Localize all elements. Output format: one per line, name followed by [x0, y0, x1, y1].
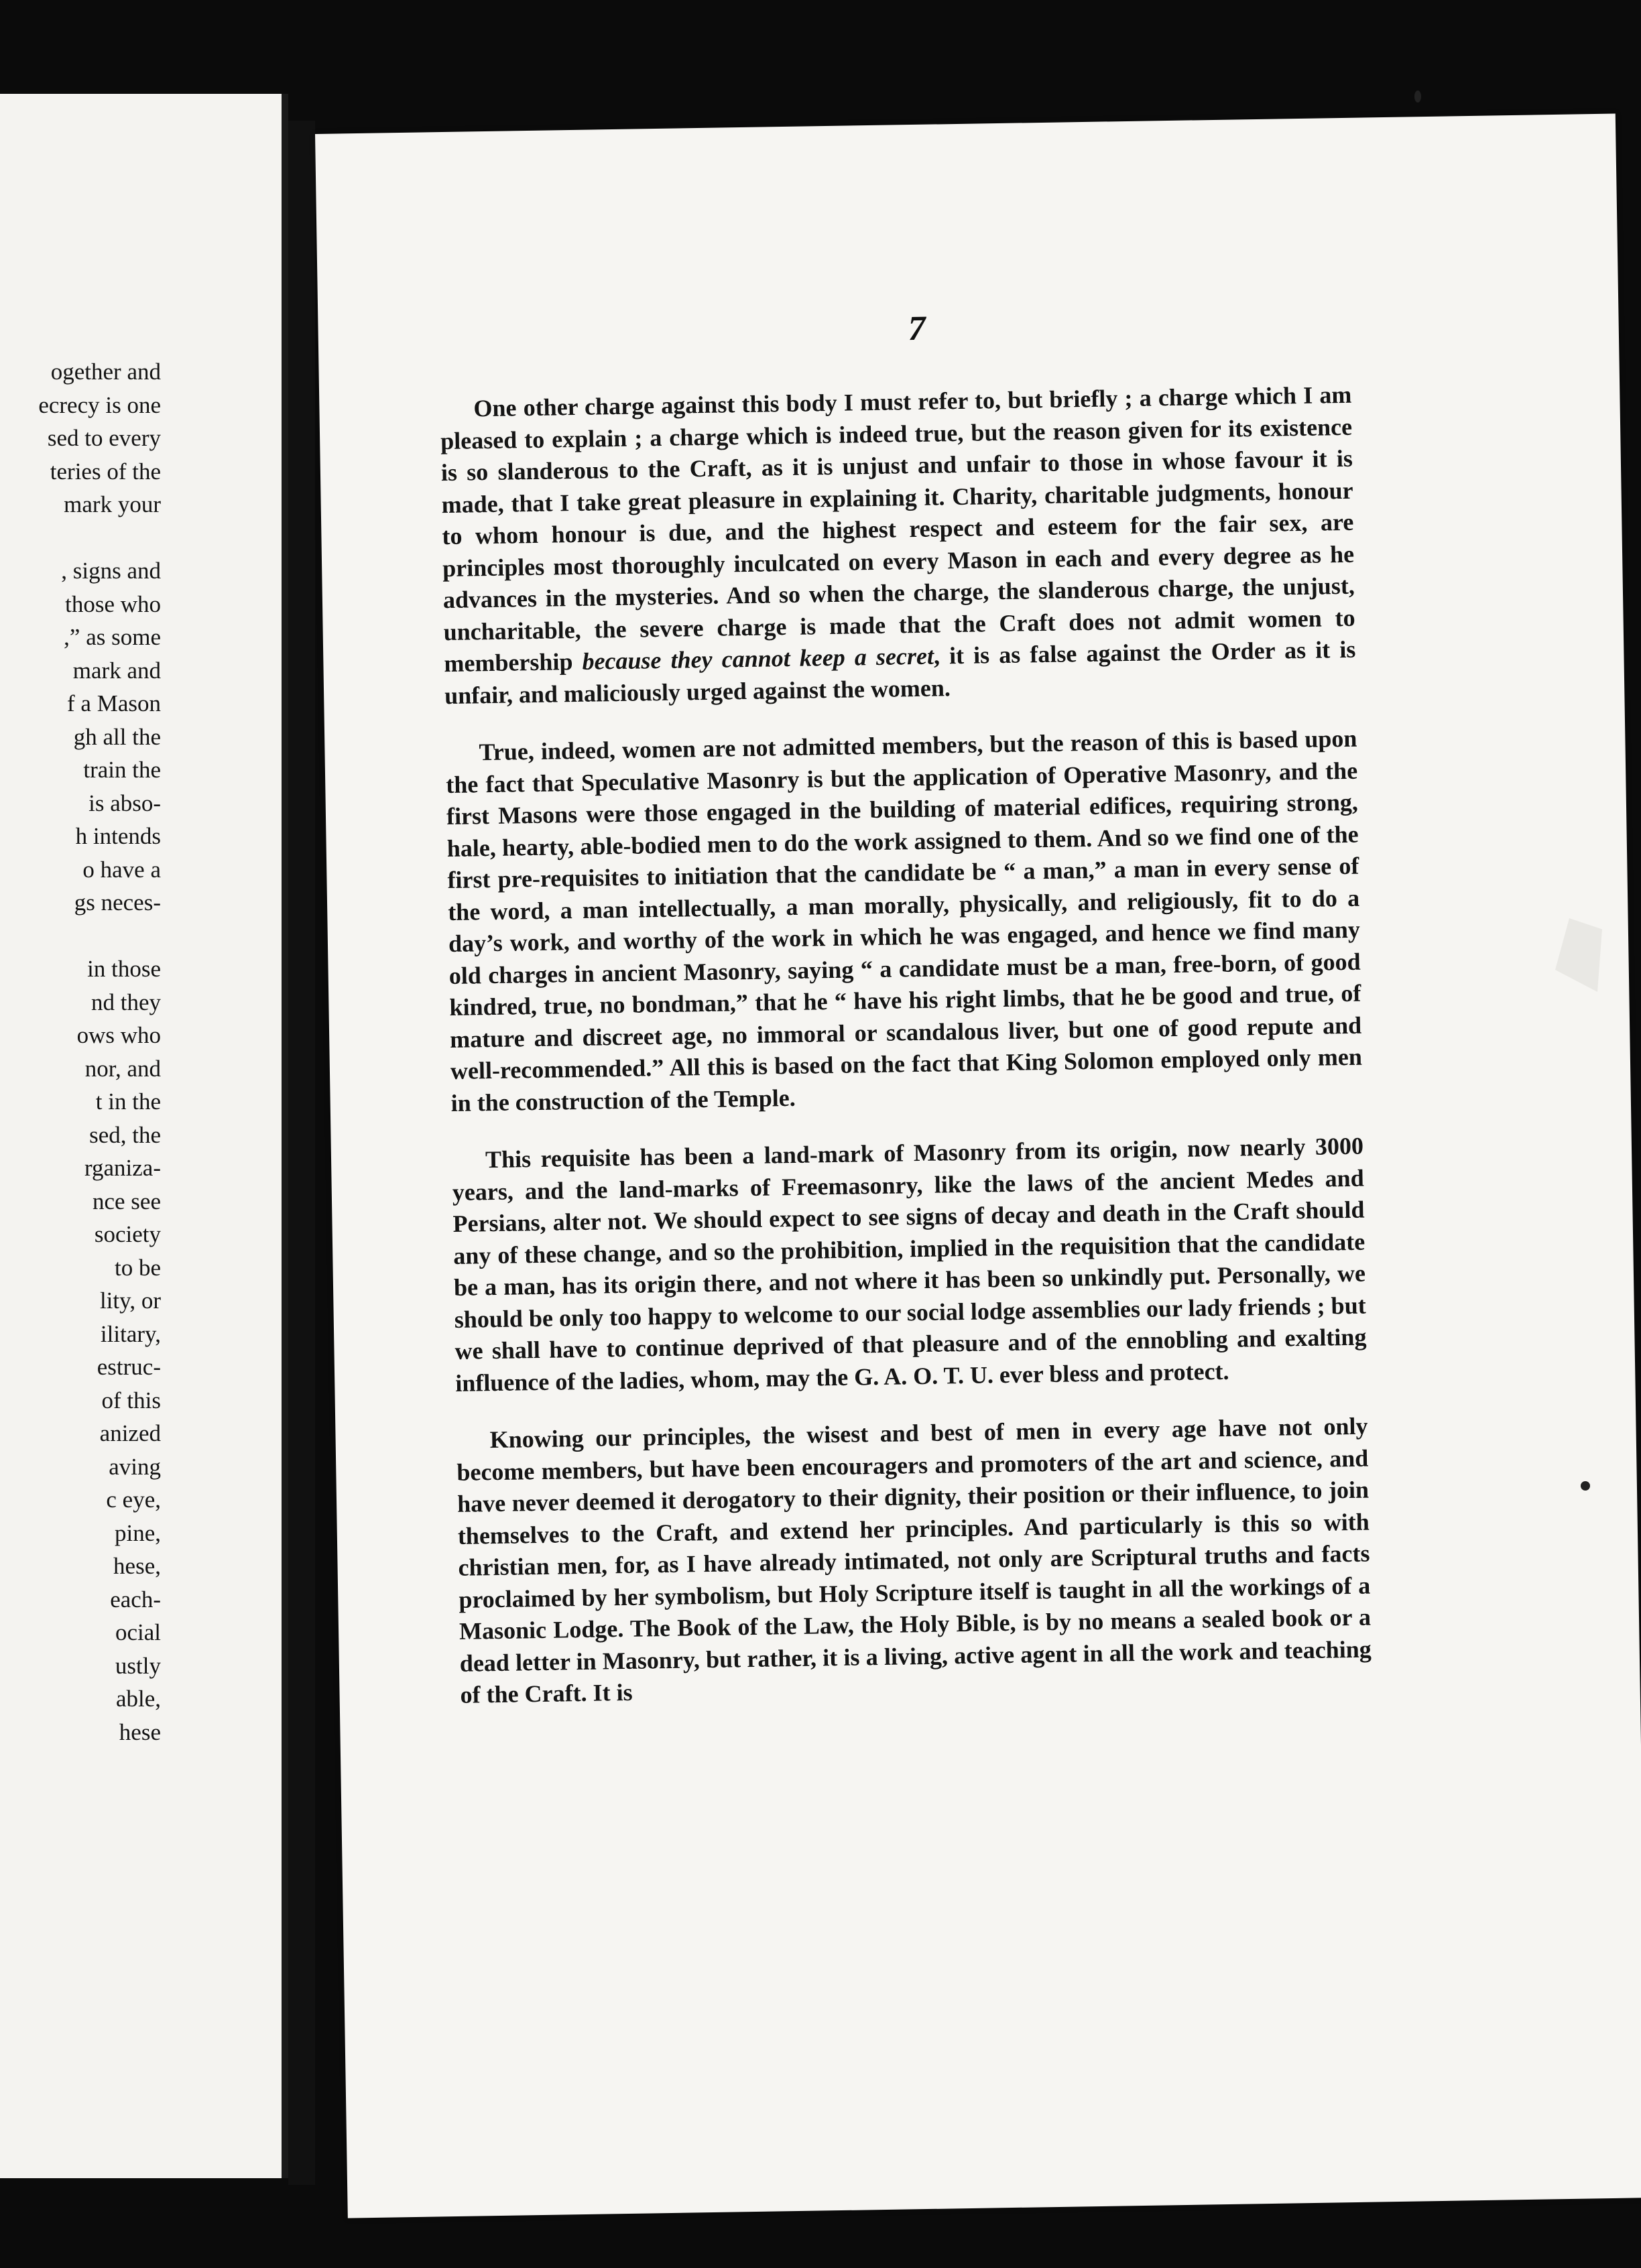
left-page-line: sed to every: [47, 425, 161, 451]
paragraph-1-text-end: , it is as false against the Order as it is unfair, and maliciously urged against the women.: [444, 635, 1356, 709]
right-page: [315, 114, 1641, 2218]
left-page-line: nd they: [90, 989, 161, 1015]
left-page-line: ecrecy is one: [38, 391, 161, 418]
left-page-line: [0, 920, 161, 953]
page-body: [440, 379, 1372, 1737]
left-page-line: of this: [101, 1387, 161, 1413]
left-page-line: mark and: [72, 657, 161, 684]
left-page-line: lity, or: [99, 1287, 161, 1314]
left-page-line: f a Mason: [67, 690, 161, 716]
page-number: 7: [908, 309, 926, 349]
left-page-line: nor, and: [84, 1055, 161, 1082]
book-gutter: [288, 121, 315, 2185]
left-page-line: ogether and: [50, 359, 161, 385]
left-page-line: c eye,: [106, 1487, 161, 1513]
left-page-line: t in the: [95, 1088, 161, 1115]
left-page-line: each-: [110, 1586, 161, 1613]
left-page-line: able,: [115, 1686, 161, 1712]
left-page-line: is abso-: [88, 790, 161, 816]
left-page-line: , signs and: [61, 558, 161, 584]
paragraph-1-italic: because they cannot keep a secret: [582, 642, 934, 675]
left-page: [0, 94, 288, 2178]
left-page-line: teries of the: [50, 458, 161, 485]
left-page-line: sed, the: [89, 1121, 161, 1148]
left-page-line: ilitary,: [100, 1320, 161, 1347]
left-page-line: pine,: [114, 1519, 161, 1546]
paragraph-2: True, indeed, women are not admitted members, but the reason of this is based upon the fact that Speculative Masonry is but the application of Operative Masonry, and the first Masons were those engaged in the building of material edifices, requiring strong, hale, hearty, able-bodied men to do the work assigned to them. And so we find one of the first pre-requisites to initiation that the candidate be “ a man,” a man in every sense of the word, a man intellectually, a man morally, physically, and religiously, fit to do a day’s work, and worthy of the work in which he was engaged, and hence we find many old charges in ancient Masonry, saying “ a candidate must be a man, free-born, of good kindred, true, no bondman,” that he “ have his right limbs, that he be good and true, of mature and discreet age, no immoral or scandalous liver, but one of good repute and well-recommended.” All this is based on the fact that King Solomon employed only men in the construction of the Temple.: [445, 724, 1363, 1117]
left-page-line: ocial: [115, 1619, 161, 1645]
left-page-text: [0, 355, 161, 1749]
left-page-line: gs neces-: [74, 889, 161, 916]
ink-speck: [1414, 90, 1421, 103]
paragraph-1-text: One other charge against this body I must refer to, but briefly ; a charge which I am pleased to explain ; a charge which is indeed true, but the reason given for its existence is so slanderous to the Craft, as it is unjust and unfair to those in whose favour it is made, that I take great pleasure in explaining it. Charity, charitable judgments, honour to whom honour is due, and the highest respect and esteem for the fair sex, are principles most thoroughly inculcated on every Mason in each and every degree as he advances in the mysteries. And so when the charge, the slanderous charge, the unjust, uncharitable, the severe charge is made that the Craft does not admit women to membership: [440, 381, 1355, 678]
left-page-line: h intends: [75, 823, 161, 849]
left-page-line: in those: [87, 956, 161, 982]
left-page-line: train the: [83, 757, 161, 783]
left-page-line: anized: [99, 1420, 161, 1446]
left-page-line: ows who: [76, 1022, 161, 1048]
left-page-line: those who: [65, 590, 161, 617]
left-page-line: o have a: [82, 856, 161, 883]
paragraph-1: [440, 379, 1356, 712]
left-page-line: mark your: [64, 491, 161, 517]
left-page-line: aving: [109, 1453, 161, 1480]
paragraph-4: Knowing our principles, the wisest and best of men in every age have not only become members, but have been encouragers and promoters of the art and science, and have never deemed it derogatory to their dignity, their position or their influence, to join themselves to the Craft, and extend her principles. And particularly is this so with christian men, for, as I have already intimated, not only are Scriptural truths and facts proclaimed by her symbolism, but Holy Scripture itself is taught in all the workings of a Masonic Lodge. The Book of the Law, the Holy Bible, is by no means a sealed book or a dead letter in Masonry, but rather, it is a living, active agent in all the work and teaching of the Craft. It is: [457, 1412, 1372, 1708]
left-page-line: ,” as some: [64, 624, 161, 650]
left-page-line: nce see: [92, 1188, 161, 1214]
left-page-line: gh all the: [73, 723, 161, 750]
left-page-line: hese: [119, 1718, 161, 1745]
ink-speck: [1581, 1481, 1590, 1491]
left-page-line: estruc-: [97, 1354, 161, 1380]
left-page-line: to be: [114, 1254, 161, 1281]
left-page-line: [0, 521, 161, 555]
left-page-line: society: [94, 1221, 161, 1247]
paragraph-3: This requisite has been a land-mark of Masonry from its origin, now nearly 3000 years, and the land-marks of Freemasonry, like the laws of the ancient Medes and Persians, alter not. We should expect to see signs of decay and death in the Craft should any of these change, and so the prohibition, implied in the requisition that the candidate be a man, has its origin there, and not where it has been so unkindly put. Personally, we should be only too happy to welcome to our social lodge assemblies our lady friends ; but we shall have to continue deprived of that pleasure and of the ennobling and exalting influence of the ladies, whom, may the G. A. O. T. U. ever bless and protect.: [452, 1132, 1367, 1397]
left-page-line: ustly: [115, 1652, 161, 1679]
left-page-line: hese,: [113, 1553, 161, 1579]
left-page-line: rganiza-: [84, 1155, 161, 1181]
